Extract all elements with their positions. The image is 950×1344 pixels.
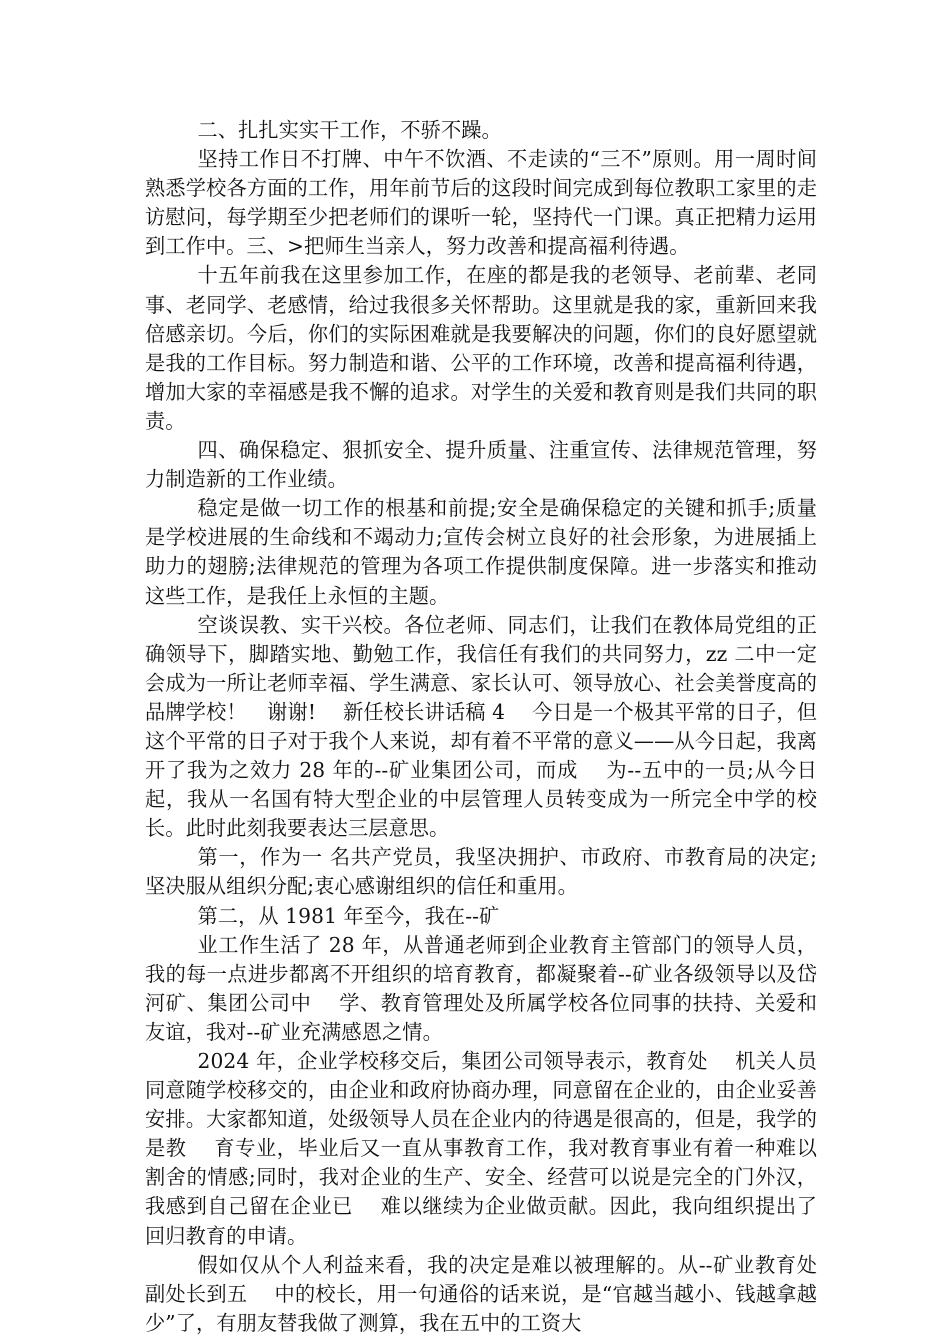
paragraph-empty-talk: 空谈误教、实干兴校。各位老师、同志们，让我们在教体局党组的正确领导下，脚踏实地、勤勉工作，我信任有我们的共同努力，zz 二中一定会成为一所让老师幸福、学生满意、家长认可、领导放心、社会美誉度高的品牌学校！ 谢谢! 新任校长讲话稿 4 今日是一个极其平常的日子，但这个平常的日子对于我个人来说，却有着不平常的意义——从今日起，我离开了我为之效力 28 年的--矿业集团公司，而成 为--五中的一员;从今日起，我从一名国有特大型企业的中层管理人员转变成为一所完全中学的校长。此时此刻我要表达三层意思。 (145, 612, 817, 841)
paragraph-second-point: 第二，从 1981 年至今，我在--矿 (197, 903, 500, 928)
paragraph-fifteen-years-ago: 十五年前我在这里参加工作，在座的都是我的老领导、老前辈、老同事、老同学、老感情，给过我很多关怀帮助。这里就是我的家，重新回来我倍感亲切。今后，你们的实际困难就是我要解决的问题，你们的良好愿望就是我的工作目标。努力制造和谐、公平的工作环境，改善和提高福利待遇，增加大家的幸福感是我不懈的追求。对学生的关爱和教育则是我们共同的职责。 (145, 263, 817, 433)
paragraph-section-four-heading: 四、确保稳定、狠抓安全、提升质量、注重宣传、法律规范管理，努力制造新的工作业绩。 (145, 438, 817, 492)
paragraph-personal-interest: 假如仅从个人利益来看，我的决定是难以被理解的。从--矿业教育处副处长到五 中的校长，用一句通俗的话来说，是“官越当越小、钱越拿越少”了，有朋友替我做了测算，我在五中的工资大 (145, 1252, 817, 1335)
paragraph-section-two-heading: 二、扎扎实实干工作，不骄不躁。 (197, 118, 502, 142)
document-body (145, 116, 817, 1338)
paragraph-stability-foundation: 稳定是做一切工作的根基和前提;安全是确保稳定的关键和抓手;质量是学校进展的生命线和不竭动力;宣传会树立良好的社会形象，为进展插上助力的翅膀;法律规范的管理为各项工作提供制度保障。进一步落实和推动这些工作，是我任上永恒的主题。 (145, 496, 817, 608)
paragraph-school-transfer: 2024 年，企业学校移交后，集团公司领导表示，教育处 机关人员同意随学校移交的，由企业和政府协商办理，同意留在企业的，由企业妥善安排。大家都知道，处级领导人员在企业内的待遇是很高的，但是，我学的是教 育专业，毕业后又一直从事教育工作，我对教育事业有着一种难以割舍的情感;同时，我对企业的生产、安全、经营可以说是完全的门外汉，我感到自己留在企业已 难以继续为企业做贡献。因此，我向组织提出了回归教育的申请。 (145, 1049, 817, 1248)
paragraph-three-no-principle: 坚持工作日不打牌、中午不饮酒、不走读的“三不”原则。用一周时间熟悉学校各方面的工作，用年前节后的这段时间完成到每位教职工家里的走访慰问，每学期至少把老师们的课听一轮，坚持代一门课。真正把精力运用到工作中。三、>把师生当亲人，努力改善和提高福利待遇。 (145, 147, 817, 259)
paragraph-twenty-eight-years: 业工作生活了 28 年，从普通老师到企业教育主管部门的领导人员，我的每一点进步都离不开组织的培育教育，都凝聚着--矿业各级领导以及岱河矿、集团公司中 学、教育管理处及所属学校各位同事的扶持、关爱和友谊，我对--矿业充满感恩之情。 (145, 932, 817, 1044)
paragraph-first-point: 第一，作为一 名共产党员，我坚决拥护、市政府、市教育局的决定;坚决服从组织分配;衷心感谢组织的信任和重用。 (145, 845, 817, 899)
